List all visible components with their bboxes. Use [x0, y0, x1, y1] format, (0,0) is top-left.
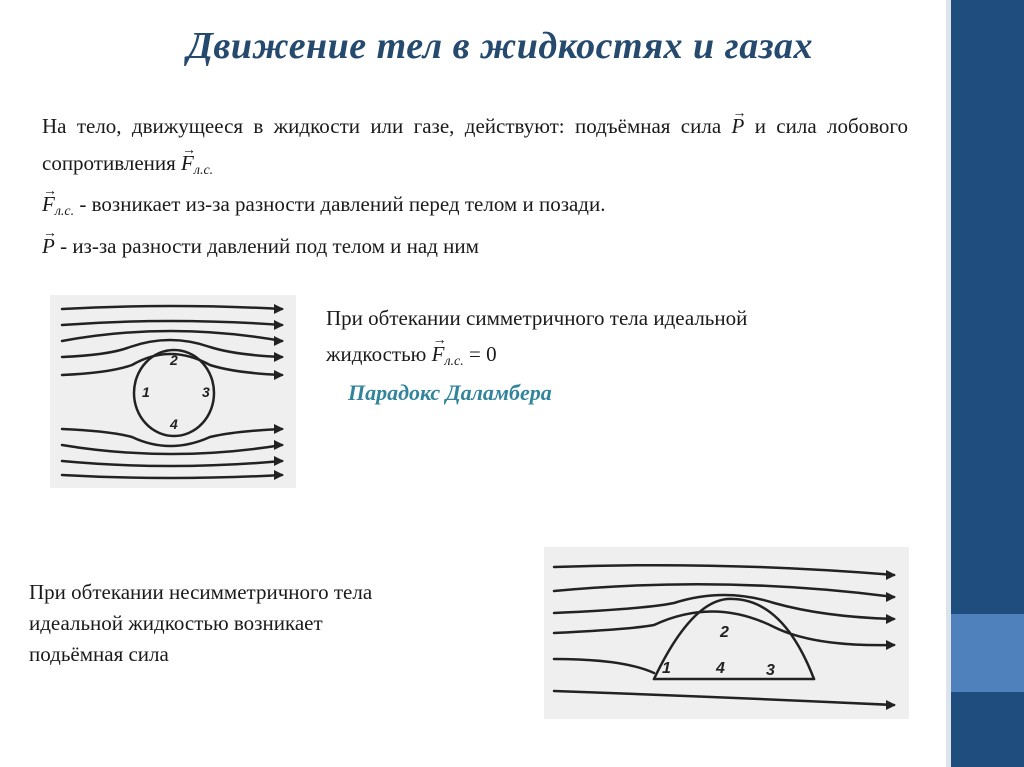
asymmetric-text-line-1: При обтекании несимметричного тела [29, 580, 373, 604]
drag-force-subscript: л.с. [54, 204, 75, 219]
symmetric-text-line-2: жидкостью [326, 342, 427, 366]
side-bar-accent [951, 614, 1024, 692]
asymmetric-flow-diagram [544, 547, 909, 719]
circle-label-2: 2 [170, 352, 178, 368]
asymmetric-body-text [29, 577, 489, 670]
drag-force-letter: F [181, 151, 194, 175]
paradox-label: Парадокс Даламбера [348, 380, 552, 405]
slide-title: Движение тел в жидкостях и газах [186, 25, 814, 67]
symmetric-flow-figure [50, 295, 296, 488]
drag-force-letter: F [42, 192, 55, 216]
drag-force-symbol [432, 334, 464, 378]
symmetric-text-line-1: При обтекании симметричного тела идеальной [326, 306, 748, 330]
drag-explanation [42, 184, 908, 228]
intro-text-1: На тело, движущееся в жидкости или газе, действуют: подъёмная сила [42, 114, 722, 138]
symmetric-flow-diagram [50, 295, 296, 488]
half-body-label-4: 4 [716, 660, 725, 677]
drag-line: - возникает из-за разности давлений перед телом и позади. [79, 192, 606, 216]
circle-label-4: 4 [170, 416, 178, 432]
half-body-label-2: 2 [720, 624, 729, 641]
asymmetric-text-line-2: идеальной жидкостью возникает [29, 611, 323, 635]
intro-paragraph [42, 106, 908, 187]
circle-label-1: 1 [142, 384, 150, 400]
half-body-label-1: 1 [662, 660, 671, 677]
lift-explanation [42, 226, 908, 263]
half-body-label-3: 3 [766, 662, 775, 679]
lift-force-symbol: → P [732, 106, 745, 143]
lift-force-symbol: → P [42, 226, 55, 263]
drag-force-letter: F [431, 342, 445, 366]
drag-force-symbol [181, 143, 213, 187]
drag-force-subscript: л.с. [444, 354, 464, 369]
asymmetric-flow-figure [544, 547, 909, 719]
lift-line: - из-за разности давлений под телом и над ним [60, 234, 479, 258]
equals-zero: = 0 [469, 342, 497, 366]
drag-force-subscript: л.с. [193, 163, 214, 178]
asymmetric-text-line-3: подьёмная сила [29, 642, 169, 666]
intro-text-3: сила лобового сопротивления [42, 114, 909, 175]
symmetric-body-text [326, 302, 866, 378]
circle-label-3: 3 [202, 384, 210, 400]
intro-text-2: и [754, 114, 766, 138]
